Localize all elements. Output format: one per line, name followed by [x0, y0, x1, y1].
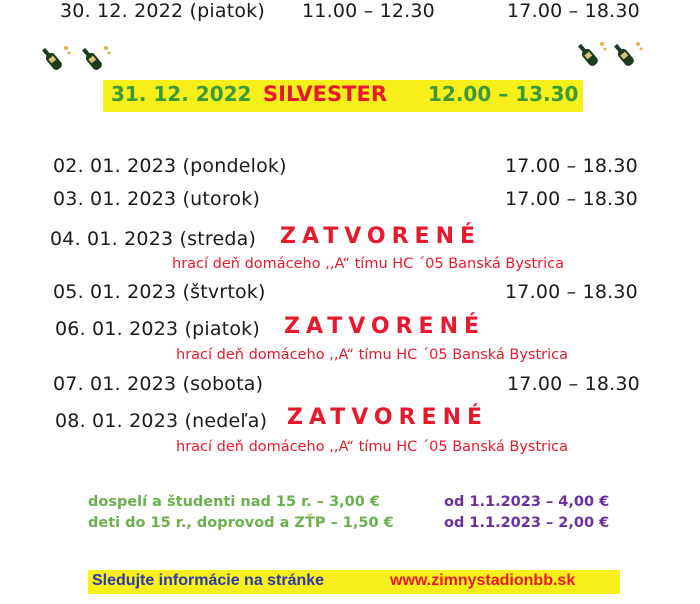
- closed-note: hrací deň domáceho ,,A“ tímu HC ´05 Banská Bystrica: [172, 256, 565, 272]
- schedule-time: 17.00 – 18.30: [505, 188, 638, 210]
- silvester-label: SILVESTER: [263, 82, 387, 106]
- time-slot-morning: 11.00 – 12.30: [302, 0, 435, 22]
- price-child: deti do 15 r., doprovod a ZŤP – 1,50 €: [88, 515, 394, 531]
- date-30-12: 30. 12. 2022 (piatok): [60, 0, 265, 22]
- schedule-date: 04. 01. 2023 (streda): [50, 228, 257, 250]
- schedule-date: 06. 01. 2023 (piatok): [55, 318, 260, 340]
- closed-label: ZATVORENÉ: [287, 405, 489, 430]
- price-adult-new: od 1.1.2023 – 4,00 €: [444, 494, 610, 510]
- silvester-date: 31. 12. 2022: [111, 82, 252, 106]
- closed-label: ZATVORENÉ: [284, 314, 486, 339]
- silvester-time: 12.00 – 13.30: [428, 82, 579, 106]
- website-link[interactable]: www.zimnystadionbb.sk: [390, 572, 576, 589]
- champagne-bottle-icon: [36, 42, 72, 74]
- schedule-date: 07. 01. 2023 (sobota): [53, 373, 264, 395]
- price-child-new: od 1.1.2023 – 2,00 €: [444, 515, 610, 531]
- schedule-time: 17.00 – 18.30: [507, 373, 640, 395]
- footer-text: Sledujte informácie na stránke: [92, 572, 325, 589]
- schedule-date: 03. 01. 2023 (utorok): [53, 188, 261, 210]
- closed-note: hrací deň domáceho ,,A“ tímu HC ´05 Banská Bystrica: [176, 439, 569, 455]
- schedule-time: 17.00 – 18.30: [505, 155, 638, 177]
- price-adult: dospelí a študenti nad 15 r. – 3,00 €: [88, 494, 380, 510]
- champagne-bottle-icon: [608, 38, 644, 70]
- footer-banner: [88, 570, 620, 594]
- silvester-banner: [103, 80, 583, 112]
- schedule-date: 08. 01. 2023 (nedeľa): [55, 410, 268, 432]
- schedule-date: 02. 01. 2023 (pondelok): [53, 155, 287, 177]
- champagne-bottle-icon: [572, 38, 608, 70]
- time-slot-evening: 17.00 – 18.30: [507, 0, 640, 22]
- champagne-bottle-icon: [76, 42, 112, 74]
- schedule-date: 05. 01. 2023 (štvrtok): [53, 281, 266, 303]
- closed-note: hrací deň domáceho ,,A“ tímu HC ´05 Banská Bystrica: [176, 347, 569, 363]
- closed-label: ZATVORENÉ: [280, 224, 482, 249]
- schedule-time: 17.00 – 18.30: [505, 281, 638, 303]
